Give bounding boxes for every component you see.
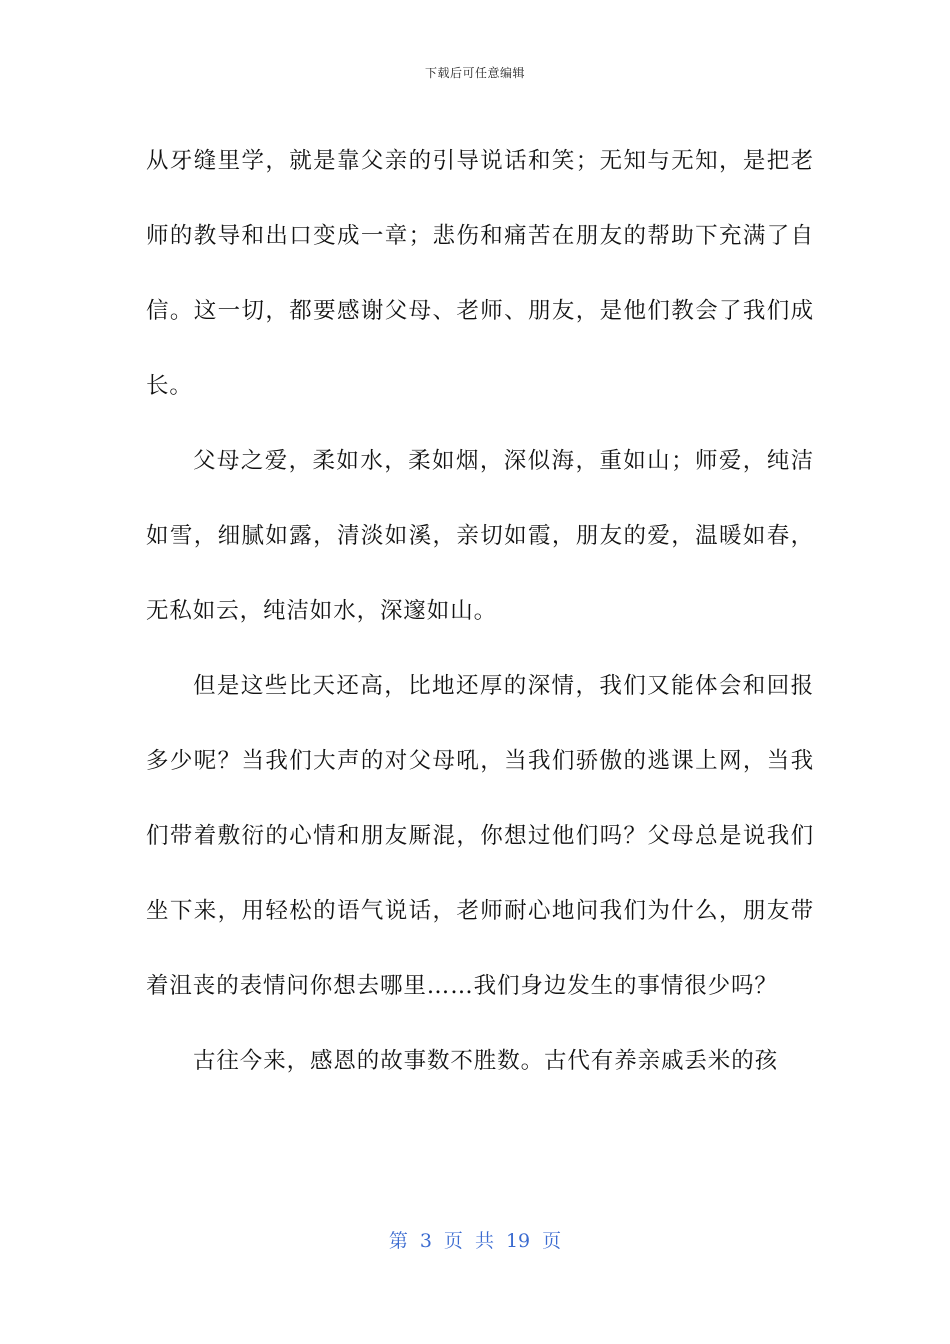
paragraph-3: 但是这些比天还高，比地还厚的深情，我们又能体会和回报多少呢？当我们大声的对父母吼，当我们骄傲的逃课上网，当我们带着敷衍的心情和朋友厮混，你想过他们吗？父母总是说我们坐下来，用轻松的语气说话，老师耐心地问我们为什么，朋友带着沮丧的表情问你想去哪里……我们身边发生的事情很少吗？ bbox=[146, 673, 814, 999]
page-footer bbox=[0, 1226, 950, 1253]
footer-current-page: 3 bbox=[419, 1230, 432, 1252]
page-header: 下载后可任意编辑 bbox=[424, 66, 525, 80]
footer-total-pages: 19 bbox=[505, 1230, 531, 1252]
document-body bbox=[146, 124, 814, 1099]
footer-prefix: 第 bbox=[388, 1230, 408, 1252]
paragraph-1: 从牙缝里学，就是靠父亲的引导说话和笑；无知与无知，是把老师的教导和出口变成一章；悲伤和痛苦在朋友的帮助下充满了自信。这一切，都要感谢父母、老师、朋友，是他们教会了我们成长。 bbox=[146, 148, 814, 399]
paragraph-4: 古往今来，感恩的故事数不胜数。古代有养亲戚丢米的孩 bbox=[193, 1048, 779, 1074]
footer-suffix: 页 bbox=[542, 1230, 562, 1252]
paragraph-2: 父母之爱，柔如水，柔如烟，深似海，重如山；师爱，纯洁如雪，细腻如露，清淡如溪，亲切如霞，朋友的爱，温暖如春，无私如云，纯洁如水，深邃如山。 bbox=[146, 448, 814, 624]
footer-middle: 页 共 bbox=[443, 1230, 494, 1252]
